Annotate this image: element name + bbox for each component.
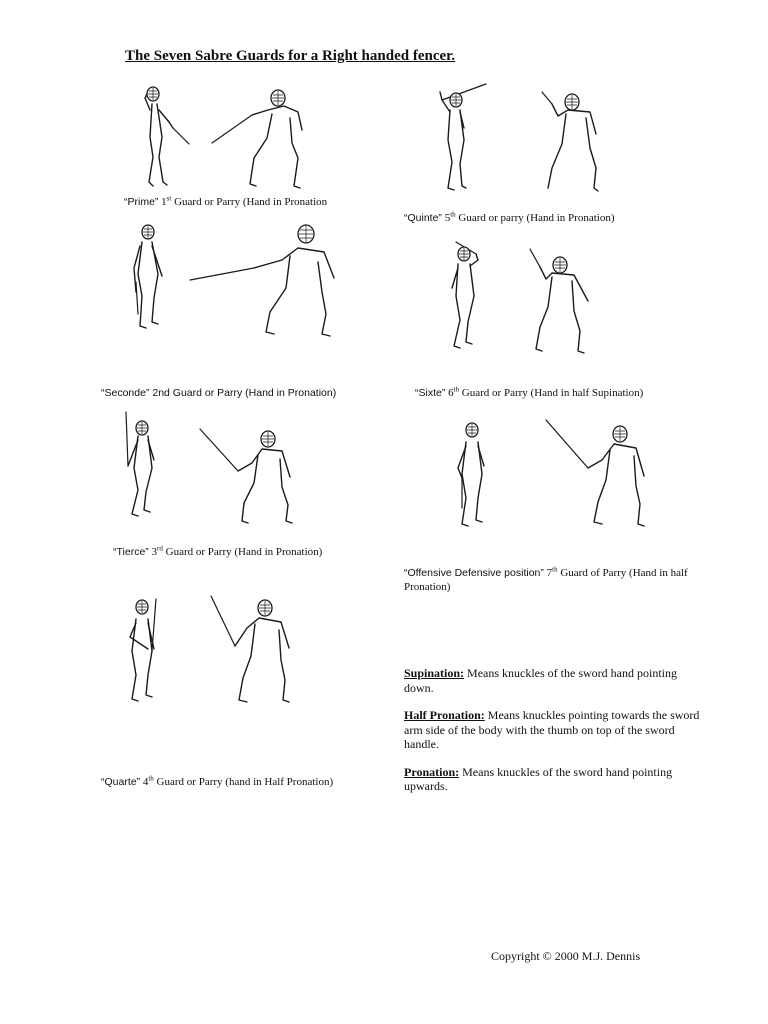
fencer-figure-icon	[538, 88, 613, 198]
caption-prime	[124, 195, 327, 209]
guard-name: “Quinte”	[404, 212, 442, 224]
definition-term: Supination:	[404, 666, 465, 680]
page-title: The Seven Sabre Guards for a Right handed fencer.	[125, 48, 456, 64]
guard-ordinal: 7	[546, 567, 553, 579]
guard-name: “Quarte”	[101, 776, 141, 788]
fencer-figure-icon	[522, 245, 597, 360]
guard-description: Guard or Parry (hand in Half Pronation)	[153, 776, 334, 788]
fencer-figure-icon	[438, 238, 498, 356]
guard-description: Guard or parry (Hand in Pronation)	[455, 212, 615, 224]
guard-name: “Sixte”	[415, 387, 446, 399]
guard-ordinal: 6	[448, 387, 454, 399]
definition-supination	[404, 666, 704, 695]
definition-pronation	[404, 765, 704, 794]
fencer-figure-icon	[434, 82, 494, 197]
fencer-figure-icon	[190, 222, 340, 337]
definition-text: Means knuckles of the sword hand pointing upwards.	[404, 764, 673, 793]
fencer-figure-icon	[196, 425, 301, 525]
definition-term: Pronation:	[404, 764, 460, 779]
fencer-figure-icon	[544, 418, 654, 530]
guard-ordinal: 3	[151, 546, 158, 558]
fencer-figure-icon	[212, 88, 312, 193]
fencer-figure-icon	[128, 222, 173, 334]
ordinal-suffix: th	[453, 385, 460, 394]
guard-description: Guard of Parry (Hand in half Pronation)	[404, 567, 688, 593]
caption-tierce	[113, 545, 322, 559]
guard-name: “Tierce”	[113, 546, 149, 558]
copyright: Copyright © 2000 M.J. Dennis	[491, 949, 641, 963]
guard-ordinal: 4	[142, 776, 149, 788]
guard-ordinal: 5	[444, 212, 451, 224]
ordinal-suffix: th	[552, 565, 558, 574]
guard-description: Guard or Parry (Hand in Pronation)	[162, 546, 323, 558]
caption-quinte	[404, 211, 615, 225]
definition-text: Means knuckles of the sword hand pointing down.	[404, 666, 677, 695]
ordinal-suffix: th	[450, 210, 456, 219]
definitions	[404, 666, 704, 807]
guard-name: “Offensive Defensive position”	[404, 567, 544, 579]
ordinal-suffix: st	[166, 194, 172, 203]
definition-term: Half Pronation:	[404, 708, 485, 722]
caption-quarte	[101, 775, 333, 789]
guard-description: Guard or Parry (Hand in Pronation	[171, 196, 328, 208]
guard-description: Guard or Parry (Hand in half Supination)	[459, 387, 644, 399]
fencer-figure-icon	[118, 410, 163, 520]
ordinal-suffix: th	[148, 774, 154, 783]
fencer-figure-icon	[205, 594, 300, 709]
caption-seventh	[404, 566, 714, 594]
caption-sixte	[415, 386, 643, 400]
definition-text: Means knuckles pointing towards the sword arm side of the body with the thumb on top of the sword handle.	[404, 708, 700, 751]
guard-name: “Seconde” 2nd Guard or Parry (Hand in Pronation)	[101, 387, 337, 399]
guard-name: “Prime”	[124, 196, 159, 208]
fencer-figure-icon	[118, 595, 168, 710]
guard-ordinal: 1	[161, 196, 167, 208]
definition-half-pronation	[404, 708, 704, 752]
fencer-figure-icon	[137, 82, 197, 192]
caption-seconde	[101, 386, 336, 400]
fencer-figure-icon	[450, 418, 500, 533]
ordinal-suffix: rd	[157, 544, 163, 553]
